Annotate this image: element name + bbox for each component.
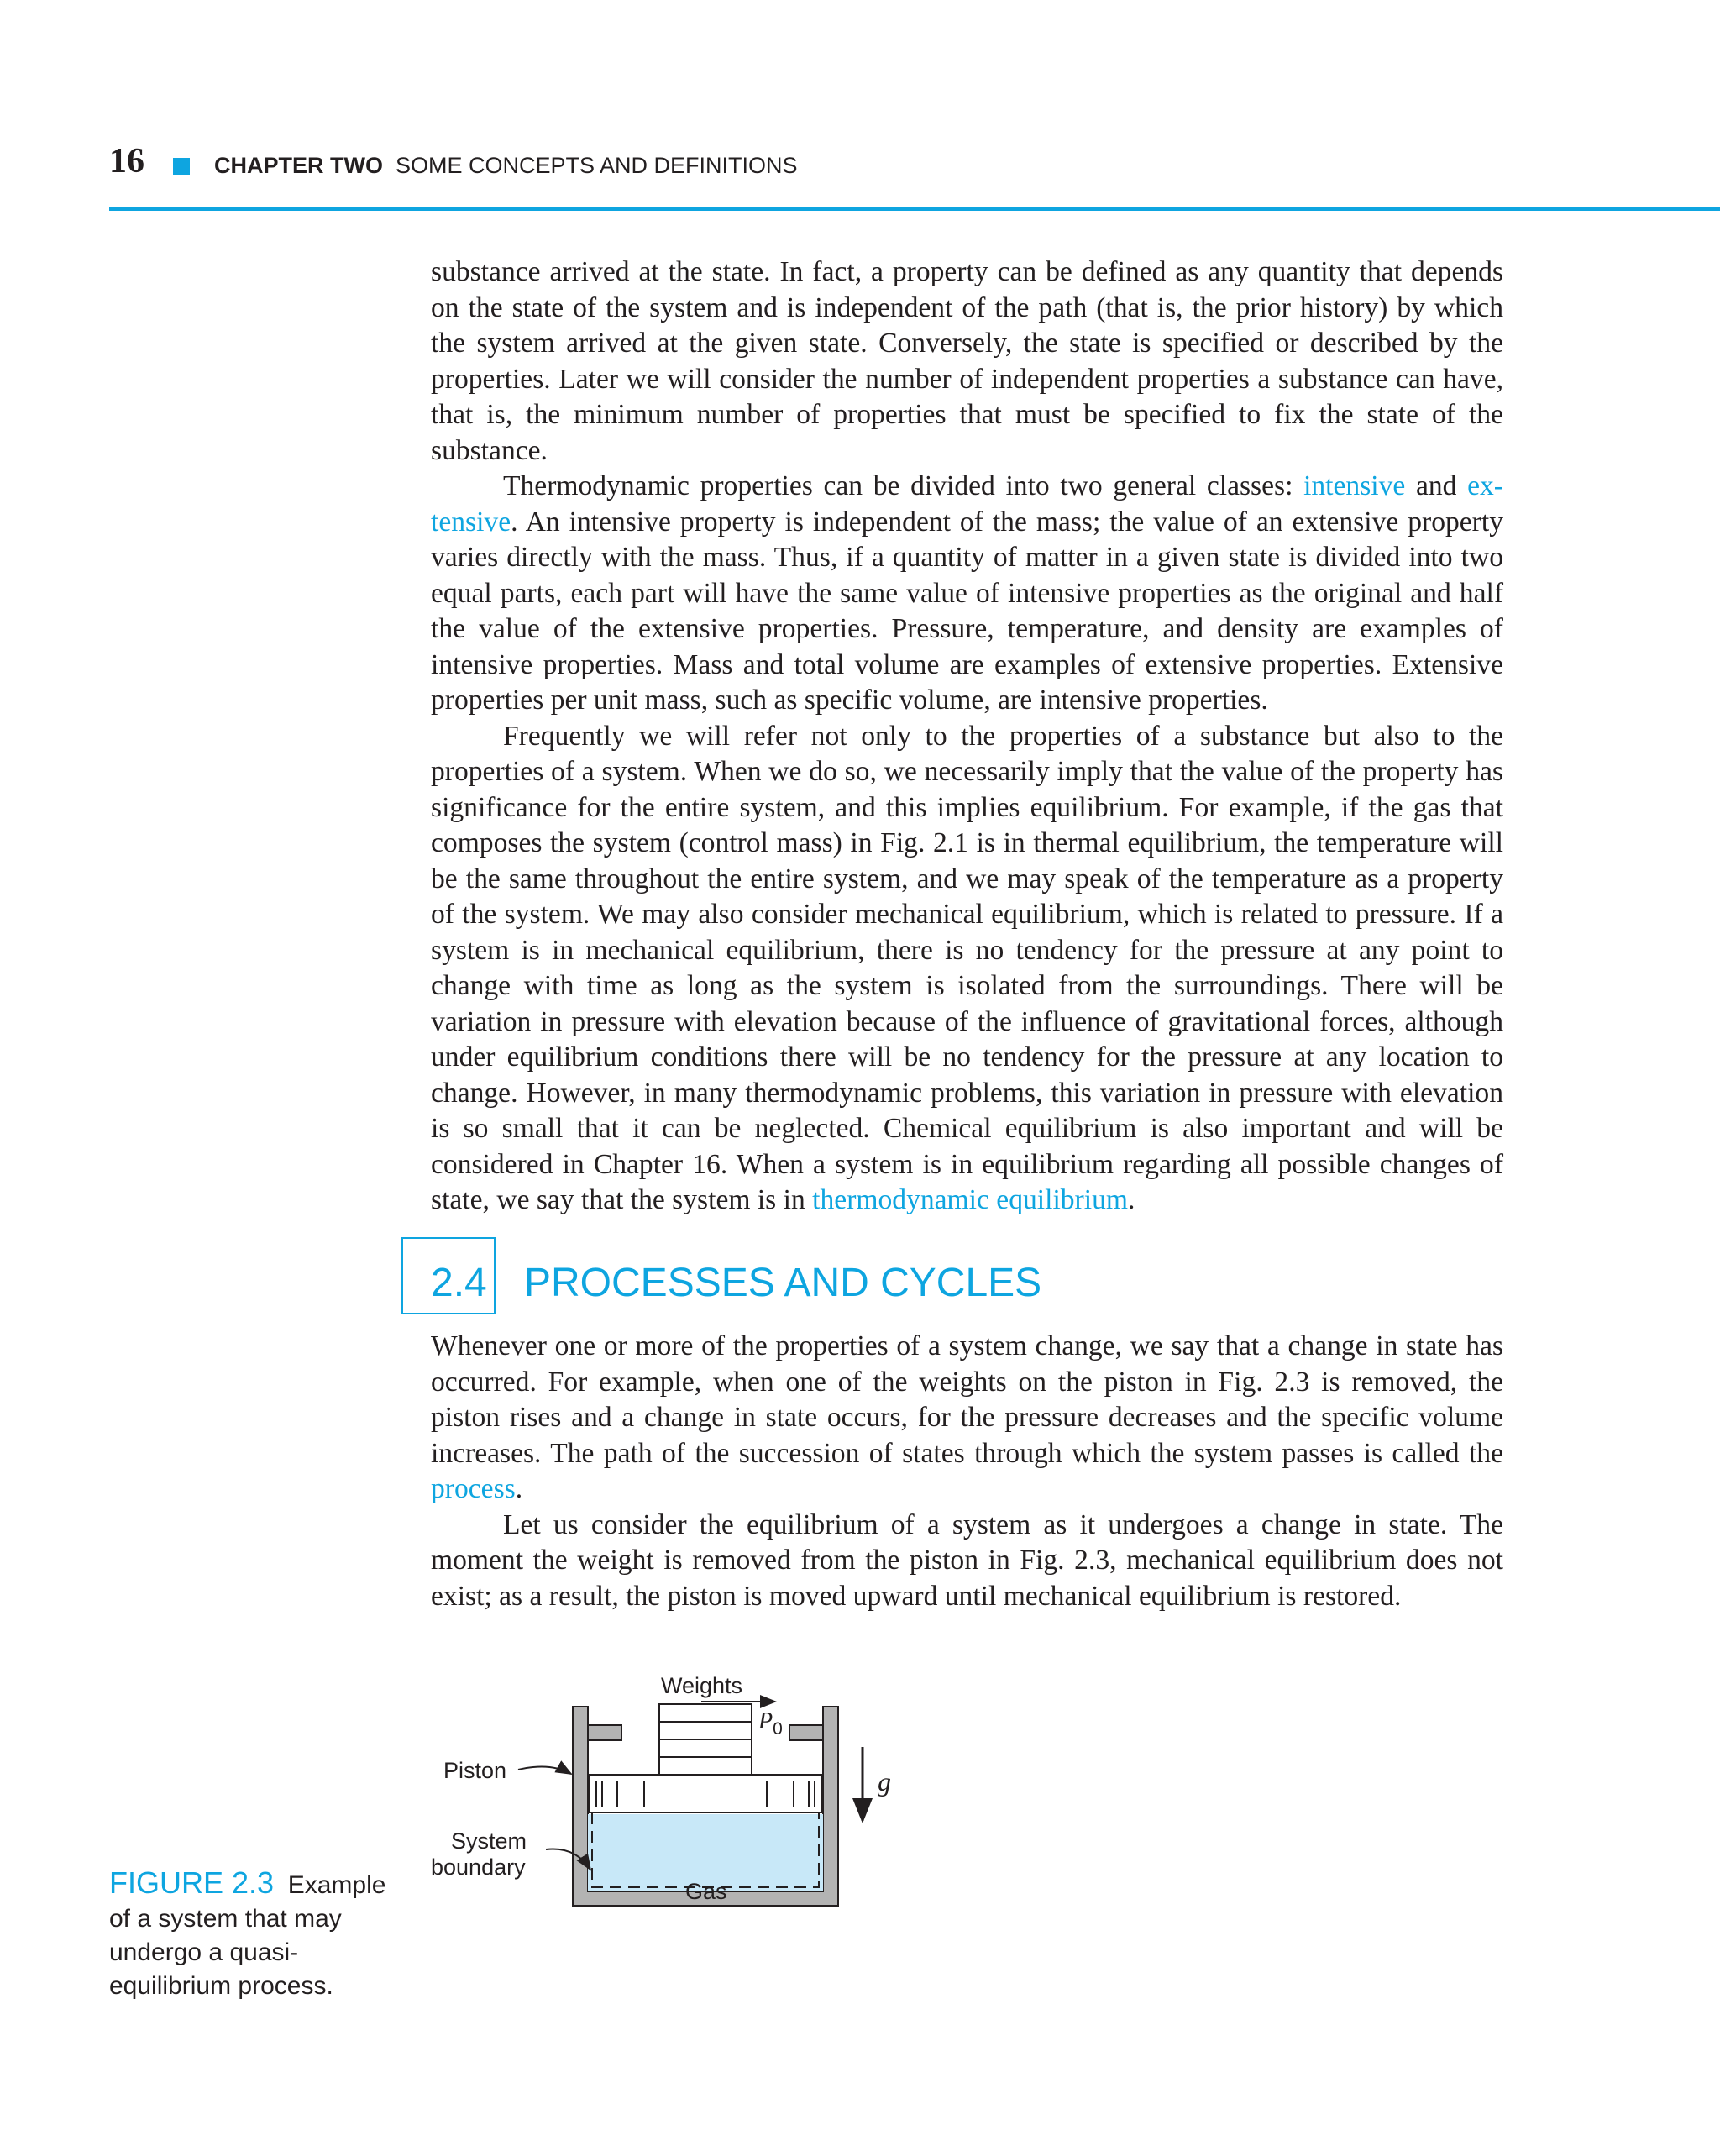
- piston-label: Piston: [443, 1758, 507, 1783]
- gravity-label: g: [878, 1766, 891, 1797]
- weights-label: Weights: [661, 1673, 743, 1698]
- figure-caption: [109, 1866, 403, 2003]
- figure-2-3-diagram: [424, 1663, 911, 1999]
- system-label-line2: boundary: [431, 1854, 526, 1880]
- section-title: PROCESSES AND CYCLES: [524, 1261, 1042, 1305]
- term-thermodynamic-equilibrium: thermodynamic equilibrium: [812, 1184, 1128, 1215]
- stop-right: [789, 1725, 823, 1740]
- caption-text: Example of a system that may undergo a quasi-equilibrium process.: [109, 1871, 386, 2000]
- section-number: 2.4: [431, 1261, 487, 1305]
- term-extensive: extensive: [431, 470, 1503, 538]
- p0-label: $P_0$: [758, 1708, 783, 1739]
- paragraph: substance arrived at the state. In fact, a property can be defined as any quantity that depends on the state of the system and is independent of the path (that is, the prior history) by which the system arrived at the given state. Conversely, the state is specified or described by the properties. Later we will consider the number of independent properties a substance can have, that is, the minimum number of properties that must be specified to fix the state of the substance.: [431, 256, 1503, 466]
- header-rule: [109, 207, 1720, 211]
- gas-label: Gas: [685, 1879, 727, 1904]
- piston-leader: [518, 1766, 571, 1774]
- body-column-top: [431, 254, 1503, 1219]
- system-label-line1: System: [451, 1828, 527, 1854]
- paragraph-text: .: [1127, 1184, 1135, 1215]
- chapter-name: SOME CONCEPTS AND DEFINITIONS: [396, 153, 798, 178]
- term-intensive: intensive: [1303, 470, 1406, 501]
- chapter-label: CHAPTER TWO: [214, 153, 383, 178]
- header-square-icon: [173, 158, 190, 175]
- paragraph-text: . An intensive property is independent of the mass; the value of an extensive property varies directly with the mass. Thus, if a quantity of matter in a given state is divided into two equal parts, each part will have the same value of intensive properties as the original and half the value of the extensive properties. Pressure, temperature, and density are examples of intensive properties. Mass and total volume are examples of extensive properties. Extensive properties per unit mass, such as specific volume, are intensive properties.: [431, 506, 1503, 716]
- paragraph: [431, 469, 1503, 719]
- figure-label: FIGURE 2.3: [109, 1865, 275, 1900]
- paragraph-text: .: [515, 1473, 523, 1504]
- chapter-title: [214, 153, 798, 179]
- paragraph-text: Frequently we will refer not only to the properties of a substance but also to the properties of a system. When we do so, we necessarily imply that the value of the property has significance for the entire system, and this implies equilibrium. For example, if the gas that composes the system (control mass) in Fig. 2.1 is in thermal equilibrium, the temperature will be the same throughout the entire system, and we may speak of the temperature as a property of the system. We may also consider mechanical equilibrium, which is related to pressure. If a system is in mechanical equilibrium, there is no tendency for the pressure at any point to change with time as long as the system is isolated from the surroundings. There will be variation in pressure with elevation because of the influence of gravitational forces, although under equilibrium conditions there will be no tendency for the pressure at any location to change. However, in many thermodynamic problems, this variation in pressure with elevation is so small that it can be neglected. Chemical equilibrium is also important and will be considered in Chapter 16. When a system is in equilibrium regarding all possible changes of state, we say that the system is in: [431, 720, 1503, 1215]
- piston: [589, 1775, 822, 1812]
- body-column-bottom: [431, 1329, 1503, 1614]
- paragraph-text: Whenever one or more of the properties of a system change, we say that a change in state has occurred. For example, when one of the weights on the piston in Fig. 2.3 is removed, the piston rises and a change in state occurs, for the pressure decreases and the specific volume increases. The path of the succession of states through which the system passes is called the: [431, 1330, 1503, 1469]
- term-process: process: [431, 1473, 516, 1504]
- paragraph: Let us consider the equilibrium of a system as it undergoes a change in state. The moment the weight is removed from the piston in Fig. 2.3, mechanical equilibrium does not exist; as a result, the piston is moved upward until mechanical equilibrium is restored.: [431, 1508, 1503, 1612]
- paragraph: [431, 719, 1503, 1219]
- paragraph: [431, 1329, 1503, 1508]
- paragraph-text: and: [1405, 470, 1468, 501]
- paragraph-text: Thermodynamic properties can be divided into two general classes:: [503, 470, 1304, 501]
- weights-stack: [659, 1704, 752, 1775]
- gas-region-upper: [588, 1814, 823, 1823]
- page-number: 16: [109, 142, 144, 181]
- running-header: [109, 141, 1720, 210]
- stop-left: [588, 1725, 621, 1740]
- section-heading: [431, 1260, 1042, 1306]
